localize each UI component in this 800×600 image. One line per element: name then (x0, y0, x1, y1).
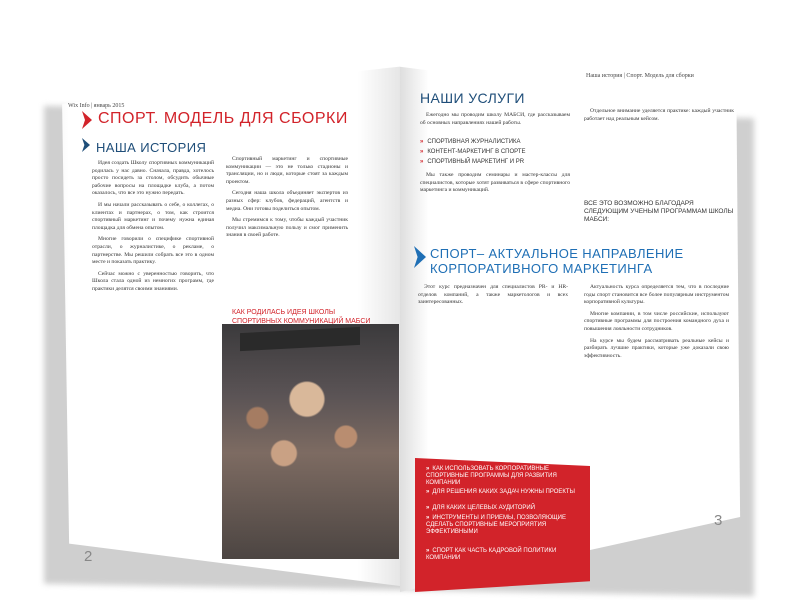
paragraph: Сейчас можно с уверенностью говорить, что Школа стала одной из немногих программ, где практики делятся своими знаниями. (92, 270, 214, 292)
topic-item (426, 515, 576, 536)
paragraph: Идея создать Школу спортивных коммуникаций родилась у нас давно. Сначала, правда, хотелось просто посидеть за столом, обсудить обычные рабочие вопросы на площадке клуба, а потом оказалось, что все это нужно передать. (92, 160, 214, 197)
paragraph: Ежегодно мы проводим школу МАБСИ, где рассказываем об основных направлениях нашей работы. (420, 112, 570, 126)
page-number-left: 2 (84, 548, 93, 565)
chevron-icon: » (426, 515, 430, 521)
service-item (420, 148, 526, 156)
services-text (420, 172, 570, 227)
chevron-icon: » (420, 139, 424, 145)
paragraph: Этот курс предназначен для специалистов PR- и HR-отделов компаний, а также маркетологов и всех заинтересованных. (418, 284, 568, 306)
chevron-icon: » (426, 489, 430, 495)
services-intro (420, 112, 570, 134)
section-subtitle: НАША ИСТОРИЯ (96, 140, 207, 155)
topic-item (426, 548, 576, 562)
chevron-icon: » (426, 466, 430, 472)
right-page-header: Наша история | Спорт. Модель для сборки (586, 73, 694, 79)
section-title-line-1: СПОРТ– АКТУАЛЬНОЕ НАПРАВЛЕНИЕ (430, 246, 684, 261)
page-title: СПОРТ. МОДЕЛЬ ДЛЯ СБОРКИ (98, 110, 348, 127)
side-highlight: ВСЕ ЭТО ВОЗМОЖНО БЛАГОДАРЯ СЛЕДУЮЩИМ УЧЕНЫМ ПРОГРАММАМ ШКОЛЫ МАБСИ: (584, 200, 734, 223)
chevron-icon: » (420, 159, 424, 165)
service-item (420, 138, 521, 146)
section-title-line-2: КОРПОРАТИВНОГО МАРКЕТИНГА (430, 261, 653, 276)
paragraph: Спортивный маркетинг и спортивные коммуникации — это не только стадионы и трансляции, но и люди, которые стоят за каждым проектом. (226, 156, 348, 185)
topic-label: КАК ИСПОЛЬЗОВАТЬ КОРПОРАТИВНЫЕ СПОРТИВНЫЕ ПРОГРАММЫ ДЛЯ РАЗВИТИЯ КОМПАНИИ (426, 466, 557, 486)
paragraph: Сегодня наша школа объединяет экспертов из разных сфер: клубов, федераций, агентств и медиа. Они готовы поделиться опытом. (226, 190, 348, 212)
chevron-icon: » (420, 149, 424, 155)
paragraph: На курсе мы будем рассматривать реальные кейсы и разбирать лучшие практики, которые уже доказали свою эффективность. (584, 337, 729, 359)
service-label: СПОРТИВНЫЙ МАРКЕТИНГ И PR (427, 159, 525, 165)
paragraph: И мы начали рассказывать о себе, о коллегах, о клиентах и партнерах, о том, как строится спортивный маркетинг и почему нужна единая площадка для обмена опытом. (92, 201, 214, 231)
topic-label: ДЛЯ КАКИХ ЦЕЛЕВЫХ АУДИТОРИЙ (432, 505, 536, 511)
paragraph: Отдельное внимание уделяется практике: каждый участник работает над реальным кейсом. (584, 108, 734, 122)
event-photo (222, 324, 399, 559)
chevron-icon: » (426, 548, 430, 554)
paragraph: Мы стремимся к тому, чтобы каждый участник получил максимальную пользу и смог применить знания в своей работе. (226, 217, 348, 239)
topic-item (426, 505, 576, 512)
right-column-text (584, 284, 729, 554)
service-label: КОНТЕНТ-МАРКЕТИНГ В СПОРТЕ (427, 149, 526, 155)
middle-column-text (226, 156, 348, 306)
service-label: СПОРТИВНАЯ ЖУРНАЛИСТИКА (427, 139, 521, 145)
paragraph: Актуальность курса определяется тем, что в последние годы спорт становится все более популярным инструментом корпоративной культуры. (584, 284, 729, 306)
paragraph: Многие компании, в том числе российские, используют спортивные программы для построения командного духа и повышения лояльности сотрудников. (584, 310, 729, 332)
service-item (420, 158, 524, 166)
page-number-right: 3 (714, 512, 723, 529)
left-column-text (92, 160, 214, 490)
topic-item (426, 466, 576, 487)
side-text (584, 108, 734, 178)
photo-caption: КАК РОДИЛАСЬ ИДЕЯ ШКОЛЫ СПОРТИВНЫХ КОММУНИКАЦИЙ МАБСИ (232, 309, 371, 325)
topic-label: СПОРТ КАК ЧАСТЬ КАДРОВОЙ ПОЛИТИКИ КОМПАНИИ (426, 548, 557, 561)
chevron-icon: » (426, 505, 430, 511)
topic-item (426, 489, 576, 496)
topic-label: ДЛЯ РЕШЕНИЯ КАКИХ ЗАДАЧ НУЖНЫ ПРОЕКТЫ (432, 489, 575, 495)
section-intro (418, 284, 568, 344)
services-title: НАШИ УСЛУГИ (420, 90, 525, 106)
left-page-header: Wix Info | январь 2015 (68, 103, 125, 109)
topic-label: ИНСТРУМЕНТЫ И ПРИЕМЫ, ПОЗВОЛЯЮЩИЕ СДЕЛАТЬ СПОРТИВНЫЕ МЕРОПРИЯТИЯ ЭФФЕКТИВНЫМИ (426, 515, 566, 535)
paragraph: Многие говорили о специфике спортивной отрасли, о журналистике, о рекламе, о партнерстве. Мы решили собрать все это в одном месте и показать практику. (92, 236, 214, 266)
paragraph: Мы также проводим семинары и мастер-классы для специалистов, которые хотят развиваться в сфере спортивного маркетинга и коммуникаций. (420, 172, 570, 194)
